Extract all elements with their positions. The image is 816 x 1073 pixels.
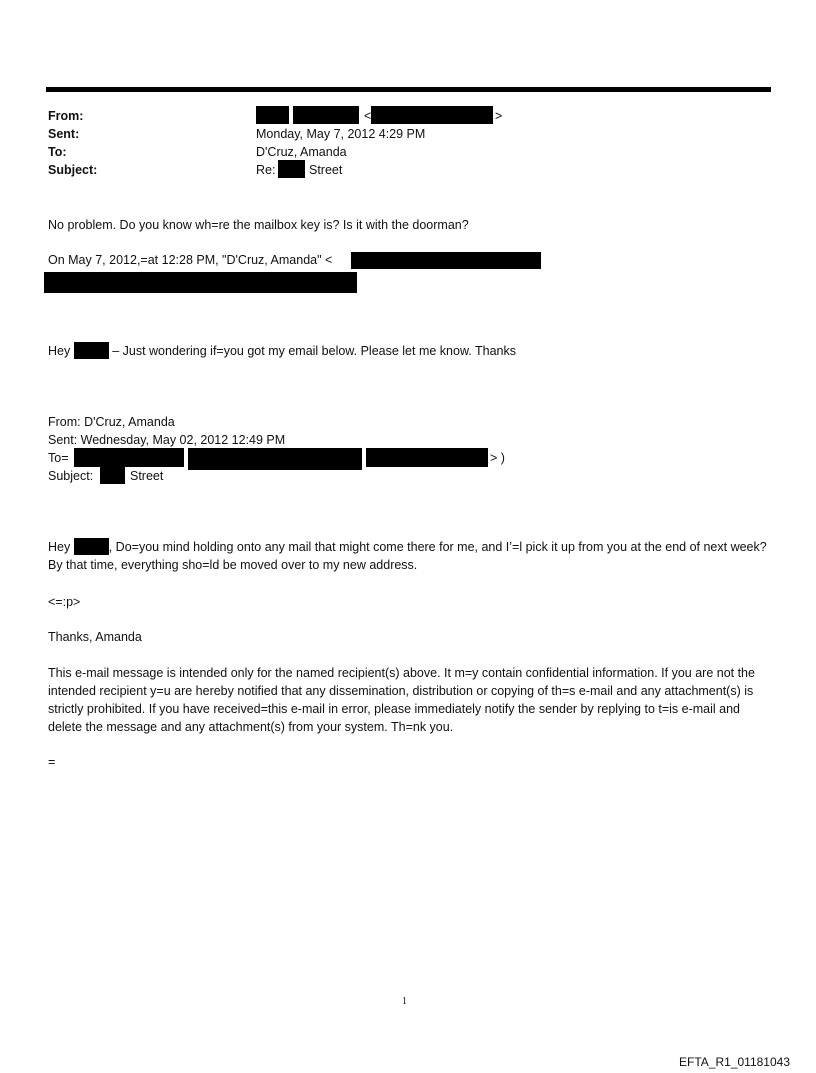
subject-prefix: Re: (256, 163, 276, 177)
from-email-close: > (495, 109, 503, 123)
fwd-sent: Sent: Wednesday, May 02, 2012 12:49 PM (48, 433, 286, 447)
fwd-to-prefix: To= (48, 451, 69, 465)
hey-1-message: – Just wondering if=you got my email below. Please let me know. Thanks (108, 344, 516, 358)
redaction-subject-street (278, 160, 305, 178)
redaction-fwd-to-name-2 (188, 448, 362, 470)
to-value: D'Cruz, Amanda (256, 145, 347, 159)
thanks-signature: Thanks, Amanda (48, 630, 142, 644)
p-tag-text: <=:p> (48, 595, 81, 609)
subject-label: Subject: (48, 163, 98, 177)
subject-suffix: Street (309, 163, 343, 177)
hey-2-greeting: Hey (48, 540, 71, 554)
sent-label: Sent: (48, 127, 80, 141)
from-label: From: (48, 109, 84, 123)
redaction-hey-1-name (74, 342, 109, 359)
quote-intro: On May 7, 2012,=at 12:28 PM, "D'Cruz, Amanda" < (48, 253, 333, 267)
hey-1-greeting: Hey (48, 344, 71, 358)
redaction-fwd-to-name (74, 448, 184, 467)
disclaimer: This e-mail message is intended only for the named recipient(s) above. It m=y contain confidential information. If you are not the intended recipient y=u are hereby notified that any dissemination, distribution or copying of th=s e-mail and any attachment(s) is strictly prohibited. If you have received=this e-mail in error, please immediately notify the sender by replying to t=is e-mail and delete the message and any attachment(s) from your system. Th=nk you. (48, 666, 755, 734)
fwd-subject-prefix: Subject: (48, 469, 94, 483)
redaction-quote-line (44, 272, 357, 293)
header-rule (46, 87, 771, 92)
redaction-from-first-name (256, 106, 289, 124)
hey-paragraph-2 (48, 538, 770, 574)
fwd-to-suffix: > ) (490, 451, 505, 465)
reply-text: No problem. Do you know wh=re the mailbox key is? Is it with the doorman? (48, 218, 469, 232)
trailing-equals: = (48, 755, 56, 769)
redaction-hey-2-name (74, 538, 109, 555)
redaction-quote-email (351, 252, 541, 269)
redaction-from-email (371, 106, 493, 124)
redaction-fwd-to-email (366, 448, 488, 467)
to-label: To: (48, 145, 67, 159)
from-email-open: < (364, 109, 372, 123)
sent-value: Monday, May 7, 2012 4:29 PM (256, 127, 426, 141)
page-number: 1 (402, 996, 407, 1007)
redaction-fwd-subject-street (100, 467, 125, 484)
bates-number: EFTA_R1_01181043 (679, 1055, 790, 1069)
hey-2-message: , Do=you mind holding onto any mail that might come there for me, and I’=l pick it up from you at the end of next week? By that time, everything sho=ld be moved over to my new address. (48, 540, 767, 572)
redaction-from-last-name (293, 106, 359, 124)
fwd-subject-suffix: Street (130, 469, 164, 483)
hey-line-1 (48, 342, 516, 360)
fwd-from: From: D'Cruz, Amanda (48, 415, 175, 429)
